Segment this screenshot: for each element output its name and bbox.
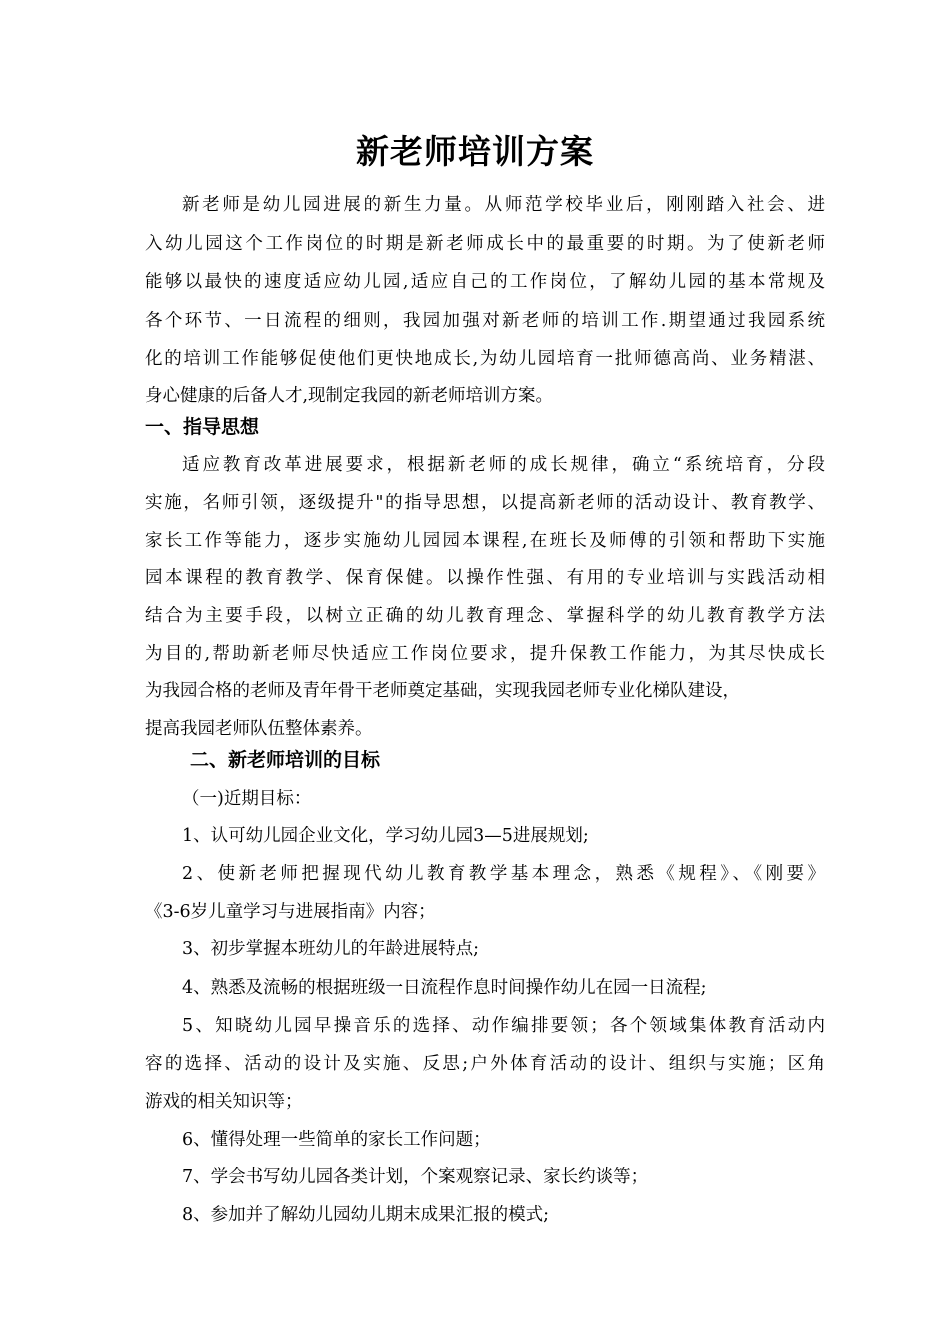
document-title: 新老师培训方案 — [356, 132, 594, 171]
goal-line-11: 8、参加并了解幼儿园幼儿期末成果汇报的模式; — [182, 1205, 550, 1225]
goal-line-1: 1、认可幼儿园企业文化，学习幼儿园3—5进展规划; — [182, 826, 589, 846]
intro-line-1: 新老师是幼儿园进展的新生力量。从师范学校毕业后，刚刚踏入社会、进 — [182, 195, 825, 215]
subheading-short-term-goals: （一)近期目标： — [182, 789, 312, 809]
goal-line-7: 容的选择、活动的设计及实施、反思;户外体育活动的设计、组织与实施；区角 — [145, 1054, 825, 1074]
section1-line-5: 结合为主要手段，以树立正确的幼儿教育理念、掌握科学的幼儿教育教学方法 — [145, 606, 825, 626]
intro-line-3: 能够以最快的速度适应幼儿园,适应自己的工作岗位，了解幼儿园的基本常规及 — [145, 272, 825, 292]
intro-line-5: 化的培训工作能够促使他们更快地成长,为幼儿园培育一批师德高尚、业务精湛、 — [145, 349, 825, 369]
section1-line-2: 实施，名师引领，逐级提升"的指导思想，以提高新老师的活动设计、教育教学、 — [145, 493, 825, 513]
goal-line-9: 6、懂得处理一些简单的家长工作问题； — [182, 1130, 491, 1150]
section1-line-3: 家长工作等能力，逐步实施幼儿园园本课程,在班长及师傅的引领和帮助下实施 — [145, 531, 825, 551]
intro-line-2: 入幼儿园这个工作岗位的时期是新老师成长中的最重要的时期。为了使新老师 — [145, 234, 825, 254]
goal-line-6: 5、知晓幼儿园早操音乐的选择、动作编排要领；各个领域集体教育活动内 — [182, 1016, 825, 1036]
goal-line-8: 游戏的相关知识等； — [145, 1092, 303, 1112]
section1-line-4: 园本课程的教育教学、保育保健。以操作性强、有用的专业培训与实践活动相 — [145, 568, 825, 588]
section-heading-training-goals: 二、新老师培训的目标 — [190, 749, 381, 771]
section1-line-1: 适应教育改革进展要求，根据新老师的成长规律，确立“系统培育，分段 — [182, 455, 825, 475]
goal-line-2: 2、使新老师把握现代幼儿教育教学基本理念，熟悉《规程》、《刚要》 — [182, 864, 825, 884]
section1-line-6: 为目的,帮助新老师尽快适应工作岗位要求，提升保教工作能力，为其尽快成长 — [145, 644, 825, 664]
goal-line-4: 3、初步掌握本班幼儿的年龄进展特点; — [182, 939, 480, 959]
intro-line-6: 身心健康的后备人才,现制定我园的新老师培训方案。 — [145, 386, 554, 406]
section1-line-8: 提高我园老师队伍整体素养。 — [145, 719, 373, 739]
goal-line-3: 《3-6岁儿童学习与进展指南》内容； — [145, 902, 436, 922]
section-heading-guiding-ideology: 一、指导思想 — [145, 416, 260, 438]
goal-line-10: 7、学会书写幼儿园各类计划，个案观察记录、家长约谈等； — [182, 1167, 649, 1187]
goal-line-5: 4、熟悉及流畅的根据班级一日流程作息时间操作幼儿在园一日流程; — [182, 978, 707, 998]
intro-line-4: 各个环节、一日流程的细则，我园加强对新老师的培训工作.期望通过我园系统 — [145, 311, 825, 331]
section1-line-7: 为我园合格的老师及青年骨干老师奠定基础，实现我园老师专业化梯队建设， — [145, 681, 740, 701]
